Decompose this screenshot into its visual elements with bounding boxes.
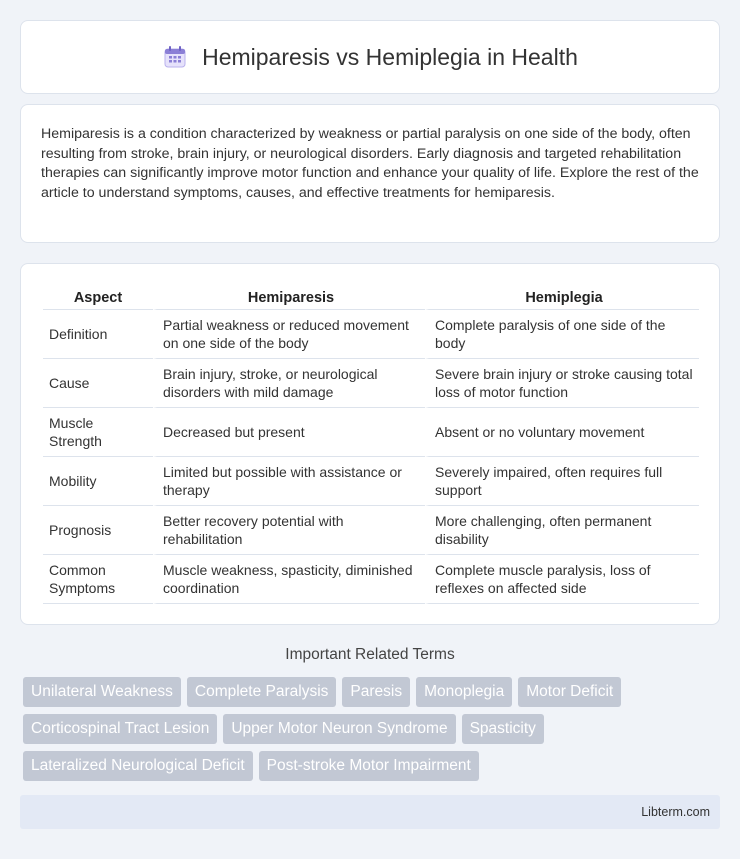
page-title: Hemiparesis vs Hemiplegia in Health <box>202 43 578 70</box>
row-hemiplegia: Complete paralysis of one side of the body <box>425 310 699 359</box>
row-aspect: Muscle Strength <box>43 408 153 457</box>
header-hemiparesis: Hemiparesis <box>153 284 425 310</box>
related-terms-heading: Important Related Terms <box>285 646 455 663</box>
row-hemiplegia: Severely impaired, often requires full support <box>425 457 699 506</box>
footer-site-link[interactable]: Libterm.com <box>641 805 710 819</box>
table-row <box>43 555 699 604</box>
table-row <box>43 310 699 359</box>
row-hemiplegia: Severe brain injury or stroke causing total loss of motor function <box>425 359 699 408</box>
table-row <box>43 457 699 506</box>
row-aspect: Definition <box>43 310 153 359</box>
related-term-tag[interactable]: Complete Paralysis <box>187 677 337 707</box>
row-hemiparesis: Better recovery potential with rehabilitation <box>153 506 425 555</box>
row-aspect: Common Symptoms <box>43 555 153 604</box>
row-hemiparesis: Partial weakness or reduced movement on one side of the body <box>153 310 425 359</box>
header-aspect: Aspect <box>43 284 153 310</box>
title-card <box>20 20 720 94</box>
comparison-table <box>43 284 699 604</box>
related-terms-list <box>23 677 723 781</box>
related-term-tag[interactable]: Monoplegia <box>416 677 512 707</box>
related-term-tag[interactable]: Spasticity <box>462 714 544 744</box>
row-hemiplegia: Absent or no voluntary movement <box>425 408 699 457</box>
row-hemiplegia: Complete muscle paralysis, loss of reflexes on affected side <box>425 555 699 604</box>
footer <box>20 795 720 829</box>
intro-card <box>20 104 720 243</box>
row-hemiparesis: Limited but possible with assistance or therapy <box>153 457 425 506</box>
row-aspect: Mobility <box>43 457 153 506</box>
calendar-icon <box>162 44 188 70</box>
intro-paragraph: Hemiparesis is a condition characterized by weakness or partial paralysis on one side of the body, often resulting from stroke, brain injury, or neurological disorders. Early diagnosis and targeted rehabilitation therapies can significantly improve motor function and enhance your quality of life. Explore the rest of the article to understand symptoms, causes, and effective treatments for hemiparesis. <box>41 126 699 201</box>
related-term-tag[interactable]: Upper Motor Neuron Syndrome <box>223 714 455 744</box>
related-term-tag[interactable]: Paresis <box>342 677 410 707</box>
row-aspect: Cause <box>43 359 153 408</box>
row-hemiparesis: Decreased but present <box>153 408 425 457</box>
table-row <box>43 408 699 457</box>
table-row <box>43 506 699 555</box>
related-term-tag[interactable]: Corticospinal Tract Lesion <box>23 714 217 744</box>
related-term-tag[interactable]: Motor Deficit <box>518 677 621 707</box>
related-term-tag[interactable]: Post-stroke Motor Impairment <box>259 751 479 781</box>
related-term-tag[interactable]: Unilateral Weakness <box>23 677 181 707</box>
related-term-tag[interactable]: Lateralized Neurological Deficit <box>23 751 253 781</box>
table-row <box>43 359 699 408</box>
row-hemiparesis: Brain injury, stroke, or neurological disorders with mild damage <box>153 359 425 408</box>
row-aspect: Prognosis <box>43 506 153 555</box>
header-hemiplegia: Hemiplegia <box>425 284 699 310</box>
row-hemiplegia: More challenging, often permanent disability <box>425 506 699 555</box>
comparison-table-card <box>20 263 720 625</box>
row-hemiparesis: Muscle weakness, spasticity, diminished coordination <box>153 555 425 604</box>
table-header-row <box>43 284 699 310</box>
